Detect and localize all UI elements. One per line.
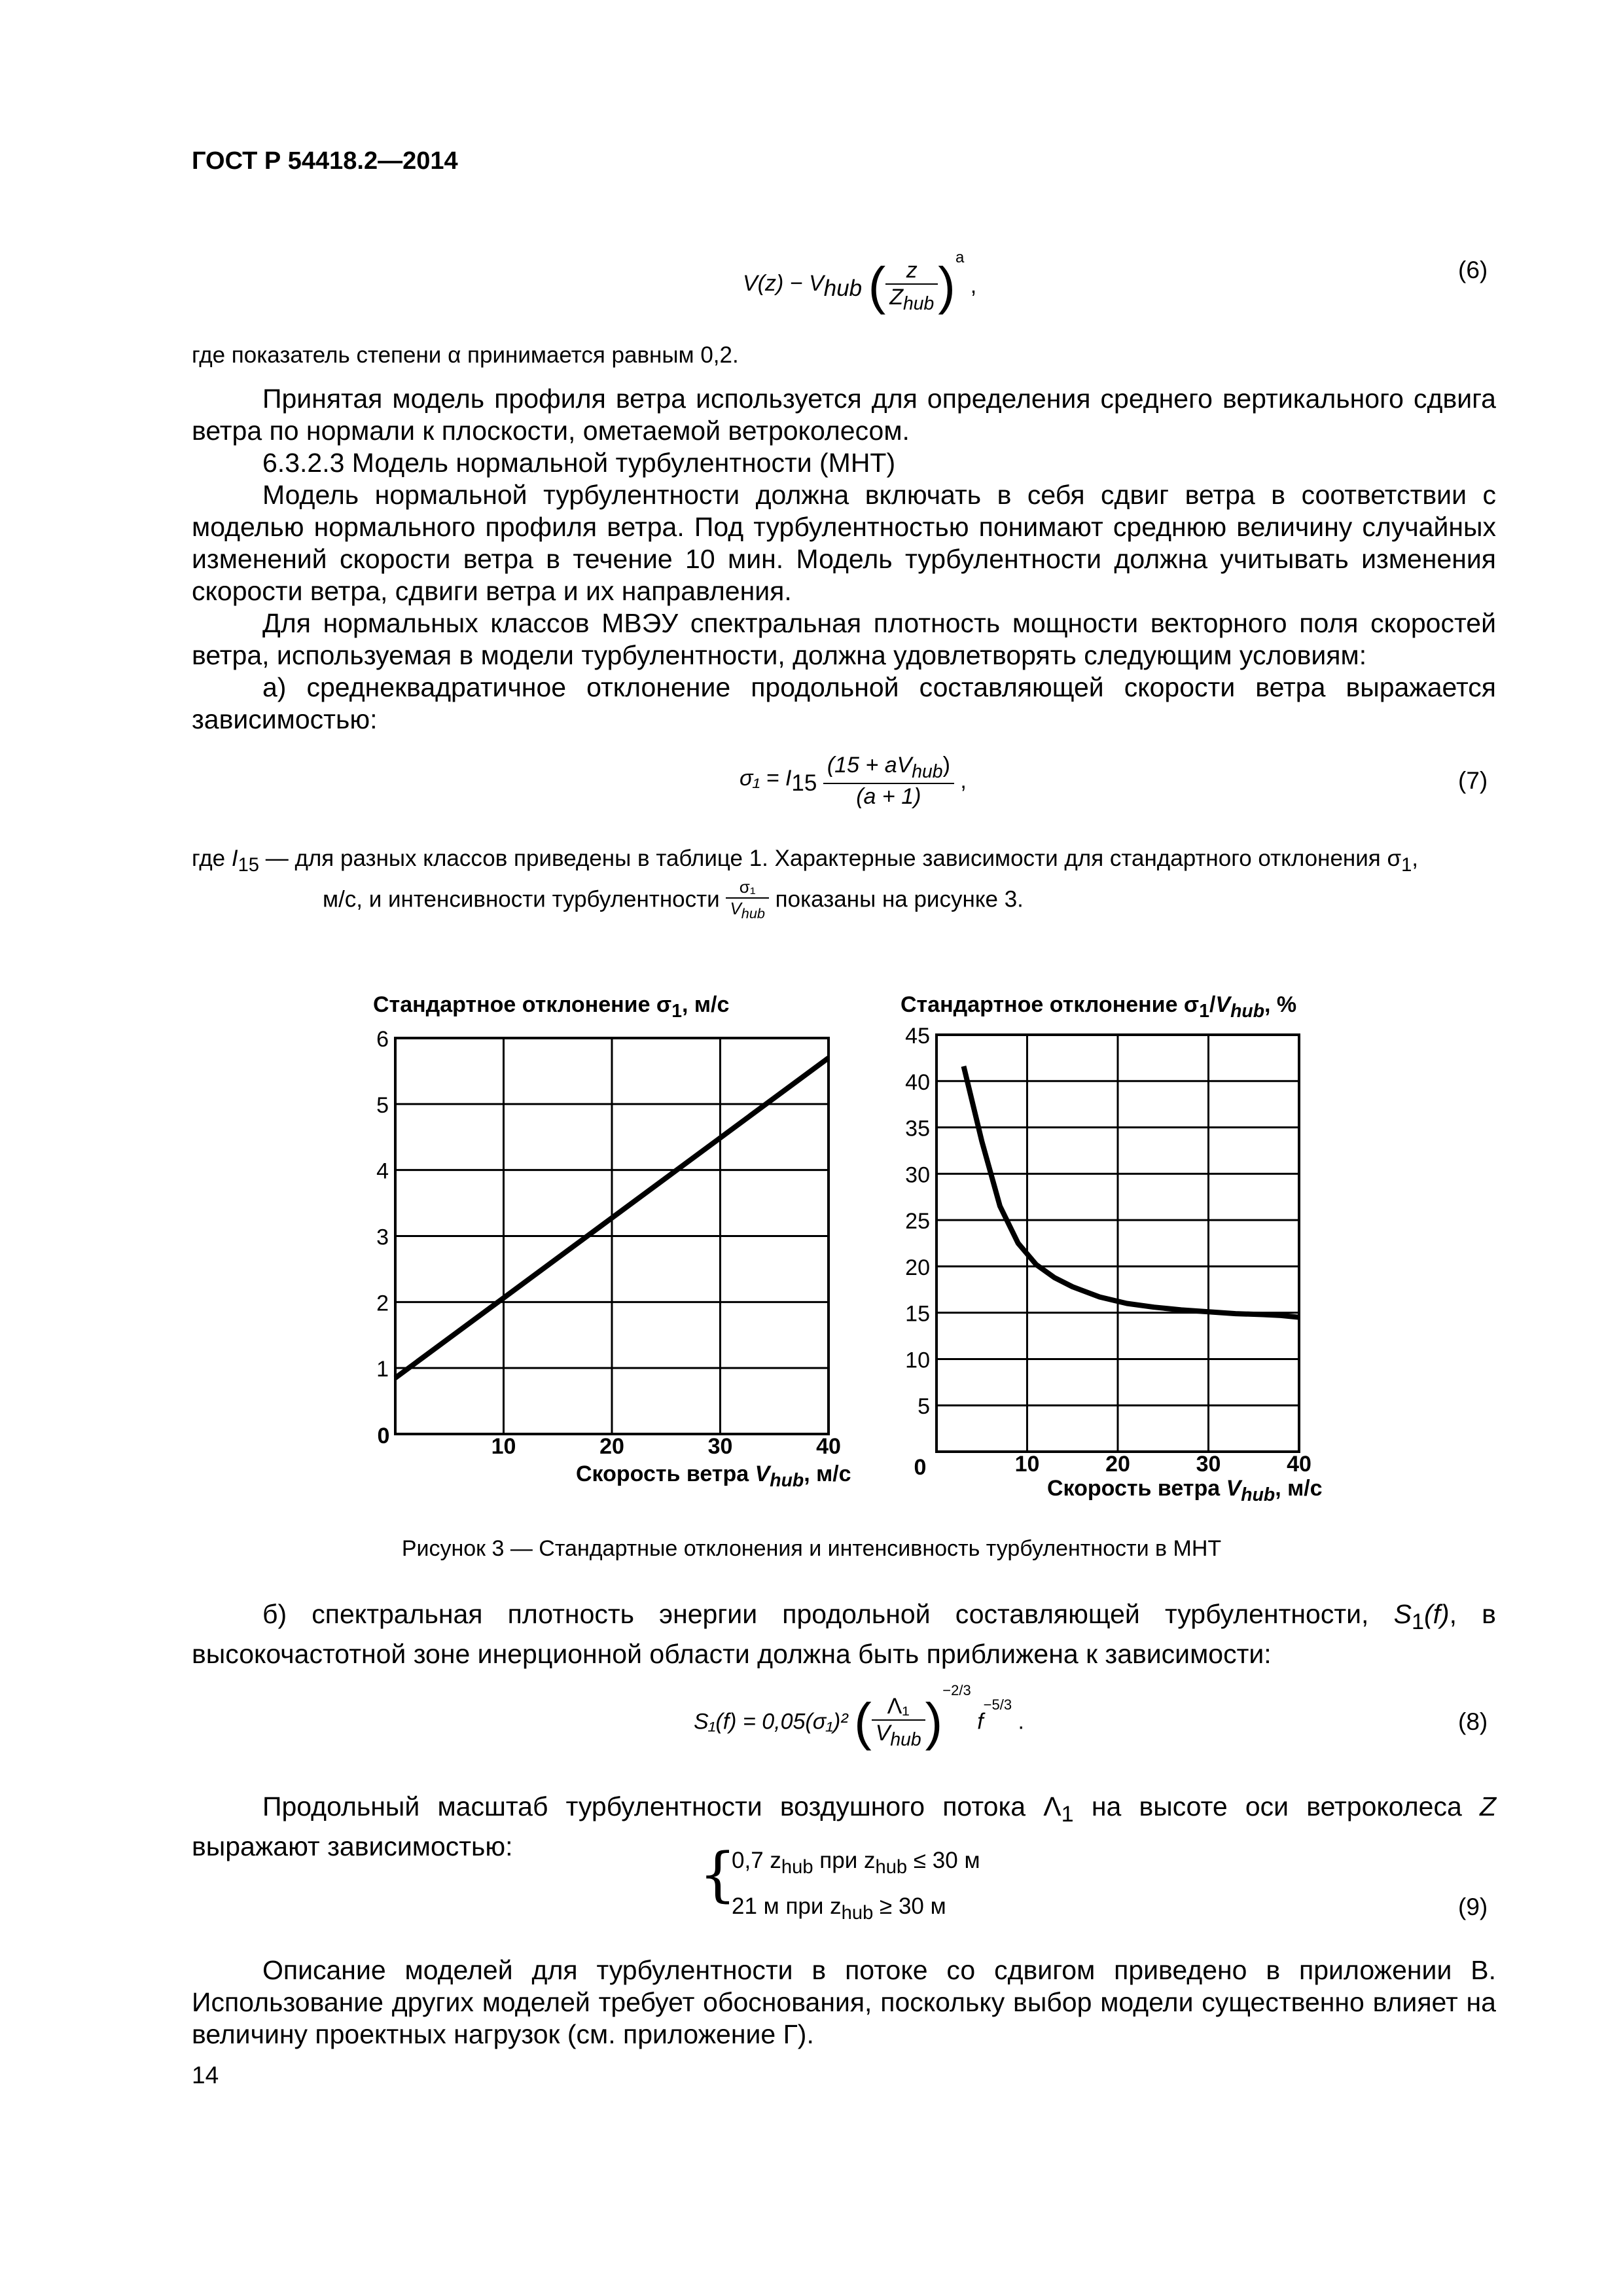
eq7-den: (a + 1) <box>856 783 921 809</box>
document-number: ГОСТ Р 54418.2—2014 <box>192 147 458 175</box>
eq8-tail: . <box>1018 1709 1024 1734</box>
y-tick-label: 5 <box>918 1394 930 1420</box>
equation-8: S₁(f) = 0,05(σ₁)² ( $\frac{\text{Λ₁}}{V_{hub}}$ )$^{-2/3}$ $f^{-5/3}$ . <box>694 1682 1024 1751</box>
y-tick-label: 4 <box>376 1158 389 1184</box>
eq9-line1-c: ≤ 30 м <box>913 1848 980 1873</box>
page-number: 14 <box>192 2062 219 2089</box>
x-tick-label: 40 <box>1287 1452 1311 1477</box>
where-i15-b: — для разных классов приведены в таблице 1. Характерные зависимости для стандартного отклонения σ <box>265 846 1402 871</box>
eq8-frac-den-sub: hub <box>890 1729 921 1750</box>
eq8-frac-den: V <box>875 1720 891 1746</box>
eq8-mid: f <box>977 1709 984 1734</box>
chart1-title: Стандартное отклонение $\sigma_1$, м/с <box>373 992 730 1022</box>
chart-standard-deviation <box>376 1027 841 1459</box>
where-i15-i: I <box>231 846 238 871</box>
eq6-den: Z <box>889 284 904 310</box>
eq8-frac-num: Λ₁ <box>872 1694 925 1721</box>
p7b: на высоте оси ветроколеса <box>1091 1791 1462 1821</box>
eq9-line1-b: при z <box>819 1848 876 1873</box>
paragraph-item-a: а) среднеквадратичное отклонение продольной составляющей скорости ветра выражается зависимостью: <box>192 672 1496 734</box>
paragraph-turbulence-model: Модель нормальной турбулентности должна включать в себя сдвиг ветра в соответствии с моделью нормального профиля ветра. Под турбулентностью понимают среднюю величину случайных изменений скорости ветра в течение 10 мин. Модель турбулентности должна учитывать изменения скорости ветра, сдвиги ветра и их направления. <box>192 480 1496 606</box>
p6-sub: 1 <box>1411 1609 1424 1635</box>
paragraph-wind-profile: Принятая модель профиля ветра используется для определения среднего вертикального сдвига ветра по нормали к плоскости, ометаемой ветроколесом. <box>192 384 1496 446</box>
y-tick-label: 15 <box>905 1301 930 1327</box>
eq9-number: (9) <box>1458 1893 1488 1920</box>
x-tick-label: 10 <box>1014 1452 1040 1477</box>
where-i15-sub1: 1 <box>1401 855 1412 876</box>
chart-turbulence-intensity <box>905 1024 1311 1480</box>
where-i15-a: где <box>192 846 226 871</box>
eq9-line2 <box>732 1893 946 1924</box>
eq7-number: (7) <box>1458 767 1488 794</box>
eq9-line1-sub: hub <box>781 1857 813 1878</box>
series-line <box>964 1066 1300 1318</box>
p7-sub: 1 <box>1061 1802 1074 1827</box>
eq8-lhs: S₁(f) = 0,05(σ₁)² <box>694 1709 848 1734</box>
y-tick-label: 5 <box>376 1092 389 1118</box>
ms-line-a: м/с, и интенсивности турбулентности <box>323 886 720 912</box>
x-tick-label: 30 <box>1196 1452 1221 1477</box>
eq6-lhs: V(z) − V <box>743 270 824 296</box>
y-tick-label: 30 <box>905 1162 930 1188</box>
eq6-num: z <box>906 257 918 283</box>
ms-line-b: показаны на рисунке 3. <box>775 886 1024 912</box>
where-alpha: где показатель степени α принимается равным 0,2. <box>192 342 739 368</box>
p7a: Продольный масштаб турбулентности воздушного потока Λ <box>262 1791 1061 1821</box>
p6-S: S <box>1393 1599 1412 1629</box>
eq8-exp1: −2/3 <box>942 1682 971 1698</box>
x-tick-label: 20 <box>599 1434 624 1459</box>
eq8-exp2: −5/3 <box>983 1696 1012 1713</box>
eq6-number: (6) <box>1458 257 1488 283</box>
p7c: выражают зависимостью: <box>192 1831 513 1862</box>
eq6-hub: hub <box>823 275 863 301</box>
x-tick-label: 30 <box>707 1434 733 1459</box>
where-i15-sub: 15 <box>238 855 259 876</box>
p6b: , в высокочастотной зоне инерционной области должна быть приближена к зависимости: <box>192 1599 1496 1670</box>
eq6-exp: a <box>955 249 965 266</box>
eq7-lhs: σ₁ = I <box>740 766 792 791</box>
paragraph-spectral-density: Для нормальных классов МВЭУ спектральная плотность мощности векторного поля скоростей ветра, используемая в модели турбулентности, должна удовлетворять следующим условиям: <box>192 608 1496 670</box>
eq9-brace: { <box>699 1840 737 1909</box>
y-tick-label: 20 <box>905 1255 930 1280</box>
where-i15-c: , <box>1412 846 1419 871</box>
eq6-tail: , <box>970 273 977 298</box>
y-tick-label: 3 <box>376 1225 389 1250</box>
eq7-num-sub: hub <box>912 761 943 782</box>
y-tick-label: 35 <box>905 1116 930 1141</box>
x-tick-label: 10 <box>491 1434 516 1459</box>
x-tick-label: 0 <box>377 1424 390 1448</box>
y-tick-label: 45 <box>905 1024 930 1049</box>
eq9-line2-b: ≥ 30 м <box>880 1893 946 1919</box>
paragraph-item-b <box>192 1598 1496 1670</box>
section-6-3-2-3: 6.3.2.3 Модель нормальной турбулентности (МНТ) <box>262 448 896 478</box>
y-tick-label: 6 <box>376 1027 389 1052</box>
y-tick-label: 40 <box>905 1069 930 1095</box>
figure-caption: Рисунок 3 — Стандартные отклонения и интенсивность турбулентности в МНТ <box>401 1536 1222 1561</box>
x-tick-label: 0 <box>914 1455 927 1480</box>
y-tick-label: 1 <box>376 1357 389 1382</box>
ms-line-frac-num: σ₁ <box>726 877 768 899</box>
eq9-line2-a: 21 м при z <box>732 1893 842 1919</box>
eq7-num-tail: ) <box>942 753 950 778</box>
eq9-line1-a: 0,7 z <box>732 1848 781 1873</box>
p6-f: (f) <box>1423 1599 1450 1629</box>
y-tick-label: 25 <box>905 1209 930 1234</box>
chart1-xlabel: Скорость ветра $V_{hub}$, м/с <box>576 1462 851 1491</box>
p7-Z: Z <box>1479 1791 1496 1821</box>
eq7-num: (15 + aV <box>827 753 912 778</box>
eq9-line1 <box>732 1848 980 1878</box>
y-tick-label: 2 <box>376 1291 389 1316</box>
y-tick-label: 10 <box>905 1348 930 1373</box>
equation-6: $V(z) - V_{hub}$ ( $\frac{z}{Z_{hub}}$ )$^a$ , <box>743 249 977 315</box>
eq9-line2-sub: hub <box>841 1903 874 1924</box>
ms-line-frac-den: V <box>730 899 741 918</box>
eq7-tail: , <box>960 768 967 793</box>
p6a: б) спектральная плотность энергии продольной составляющей турбулентности, <box>262 1599 1369 1629</box>
chart2-title: Стандартное отклонение $\sigma_1/V_{hub}$, % <box>901 992 1297 1022</box>
paragraph-models: Описание моделей для турбулентности в потоке со сдвигом приведено в приложении В. Использование других моделей требует обоснования, поскольку выбор модели существенно влияет на величину проектных нагрузок (см. приложение Г). <box>192 1955 1496 2049</box>
eq6-den-sub: hub <box>903 293 935 314</box>
eq7-lhs-sub: 15 <box>791 770 817 796</box>
chart2-xlabel: Скорость ветра $V_{hub}$, м/с <box>1047 1476 1323 1505</box>
ms-line-frac-den-sub: hub <box>741 905 765 922</box>
x-tick-label: 40 <box>816 1434 841 1459</box>
eq8-number: (8) <box>1458 1708 1488 1735</box>
eq9-line1-sub2: hub <box>875 1857 908 1878</box>
x-tick-label: 20 <box>1105 1452 1130 1477</box>
